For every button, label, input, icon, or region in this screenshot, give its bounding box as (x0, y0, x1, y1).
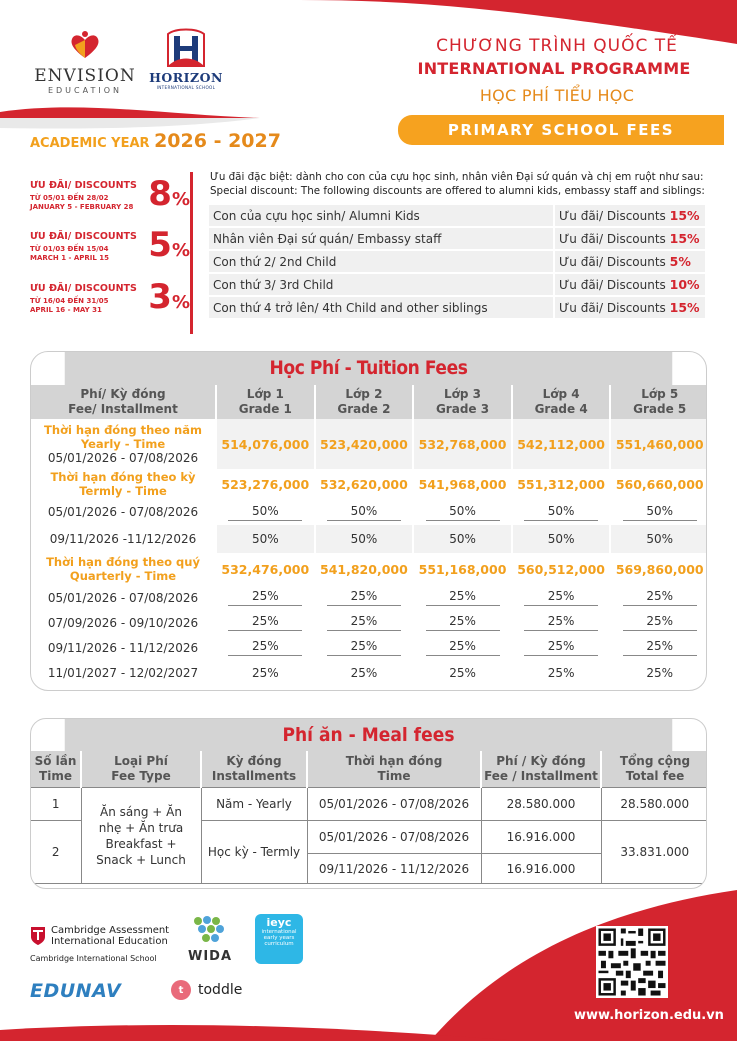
horizon-emblem-icon (164, 28, 208, 68)
qr-code-icon[interactable] (596, 926, 668, 998)
discount-date-en: APRIL 16 - MAY 31 (30, 306, 102, 314)
envision-logo (30, 30, 140, 95)
tuition-title: Học Phí - Tuition Fees (65, 352, 673, 385)
table-row: Con thứ 4 trở lên/ 4th Child and other siblings Ưu đãi/ Discounts 15% (209, 296, 705, 319)
tuition-header-row: Phí/ Kỳ đóng Fee/ Installment Lớp 1 Grade 1 Lớp 2 Grade 2 Lớp 3 Grade 3 Lớp 4 Grade 4 Lớp 5 Grade 5 (31, 385, 707, 419)
title-vn: CHƯƠNG TRÌNH QUỐC TẾ (436, 36, 678, 56)
discount-block-2 (30, 225, 202, 265)
special-note-vn: Ưu đãi đặc biệt: dành cho con của cựu học sinh, nhân viên Đại sứ quán và chị em ruột như sau: (210, 171, 704, 183)
table-row: 2 Học kỳ - Termly 05/01/2026 - 07/08/2026 16.916.000 33.831.000 (31, 821, 707, 854)
special-discount-note (210, 170, 710, 198)
discount-block-1 (30, 174, 202, 214)
ieyc-sub: international early years curriculum (261, 929, 297, 947)
tuition-yearly-row: Thời hạn đóng theo năm Yearly - Time 05/01/2026 - 07/08/2026 514,076,000 523,420,000 532,768,000 542,112,000 551,460,000 (31, 419, 707, 469)
envision-name: ENVISION (34, 66, 136, 86)
horizon-name: HORIZON (149, 70, 223, 85)
table-row: 05/01/2026 - 07/08/2026 25% 25% 25% 25% 25% (31, 585, 707, 610)
discount-percent: 5% (148, 225, 190, 265)
table-row: 09/11/2026 -11/12/2026 50% 50% 50% 50% 50% (31, 525, 707, 553)
meal-table (31, 751, 707, 884)
table-row: 1 Ăn sáng + Ăn nhẹ + Ăn trưa Breakfast + Snack + Lunch Năm - Yearly 05/01/2026 - 07/08/2026 28.580.000 28.580.000 (31, 788, 707, 821)
cambridge-line-3: Cambridge International School (30, 954, 157, 963)
cambridge-line-2: International Education (51, 936, 168, 947)
cambridge-logo (30, 925, 169, 963)
discount-divider (190, 172, 193, 334)
discount-date-vn: TỪ 16/04 ĐẾN 31/05 (30, 297, 109, 305)
envision-sub: EDUCATION (47, 86, 123, 95)
tuition-fees-panel (30, 351, 707, 691)
toddle-text: toddle (198, 982, 243, 998)
table-row: 07/09/2026 - 09/10/2026 25% 25% 25% 25% 25% (31, 610, 707, 635)
tuition-quarterly-row: Thời hạn đóng theo quý Quarterly - Time 532,476,000 541,820,000 551,168,000 560,512,000 569,860,000 (31, 553, 707, 585)
tuition-termly-row: Thời hạn đóng theo kỳ Termly - Time 523,276,000 532,620,000 541,968,000 551,312,000 560,660,000 (31, 469, 707, 499)
primary-fees-banner: PRIMARY SCHOOL FEES (398, 115, 724, 145)
table-row: 11/01/2027 - 12/02/2027 25% 25% 25% 25% 25% (31, 660, 707, 685)
discount-percent: 3% (148, 277, 190, 317)
tuition-table (31, 385, 707, 685)
discount-date-vn: TỪ 01/03 ĐẾN 15/04 (30, 245, 109, 253)
ieyc-logo (255, 914, 303, 964)
table-row: 09/11/2026 - 11/12/2026 25% 25% 25% 25% 25% (31, 635, 707, 660)
discount-label: ƯU ĐÃI/ DISCOUNTS (30, 231, 137, 242)
table-row: Con thứ 2/ 2nd Child Ưu đãi/ Discounts 5% (209, 250, 705, 273)
cambridge-line-1: Cambridge Assessment (51, 925, 170, 936)
subtitle-vn: HỌC PHÍ TIỂU HỌC (479, 86, 635, 105)
discount-label: ƯU ĐÃI/ DISCOUNTS (30, 283, 137, 294)
special-discount-table (209, 205, 705, 320)
envision-heart-icon (68, 30, 102, 60)
toddle-logo (171, 980, 242, 1000)
discount-label: ƯU ĐÃI/ DISCOUNTS (30, 180, 137, 191)
table-row: 09/11/2026 - 11/12/2026 16.916.000 (31, 854, 707, 884)
table-row: Con thứ 3/ 3rd Child Ưu đãi/ Discounts 10% (209, 273, 705, 296)
meal-title: Phí ăn - Meal fees (65, 719, 673, 751)
edunav-logo: EDUNAV (30, 980, 122, 1002)
website-link[interactable]: www.horizon.edu.vn (574, 1008, 724, 1023)
table-row: Con của cựu học sinh/ Alumni Kids Ưu đãi/ Discounts 15% (209, 205, 705, 227)
discount-date-en: JANUARY 5 - FEBRUARY 28 (30, 203, 134, 211)
academic-year-value: 2026 - 2027 (154, 130, 281, 152)
discount-date-en: MARCH 1 - APRIL 15 (30, 254, 110, 262)
wida-text: WIDA (188, 949, 233, 964)
academic-label: ACADEMIC YEAR (30, 136, 150, 151)
toddle-icon: t (171, 980, 191, 1000)
cambridge-shield-icon (30, 926, 46, 946)
wida-dots-icon (192, 915, 228, 945)
discount-percent: 8% (148, 174, 190, 214)
meal-fees-panel (30, 718, 707, 889)
table-row: Nhân viên Đại sứ quán/ Embassy staff Ưu đãi/ Discounts 15% (209, 227, 705, 250)
special-note-en: Special discount: The following discounts are offered to alumni kids, embassy staff and siblings: (210, 185, 705, 197)
meal-header-row: Số lần Time Loại Phí Fee Type Kỳ đóng Installments Thời hạn đóng Time Phí / Kỳ đóng Fee / Installment Tổng cộng Total fee (31, 751, 707, 788)
horizon-logo (148, 28, 224, 90)
wida-logo (188, 915, 232, 964)
title-en: INTERNATIONAL PROGRAMME (417, 59, 691, 78)
table-row: 05/01/2026 - 07/08/2026 50% 50% 50% 50% 50% (31, 499, 707, 525)
discount-date-vn: TỪ 05/01 ĐẾN 28/02 (30, 194, 109, 202)
academic-year (30, 130, 281, 152)
discount-block-3 (30, 277, 202, 317)
horizon-sub: INTERNATIONAL SCHOOL (156, 85, 216, 90)
ieyc-text: ieyc (266, 916, 292, 929)
